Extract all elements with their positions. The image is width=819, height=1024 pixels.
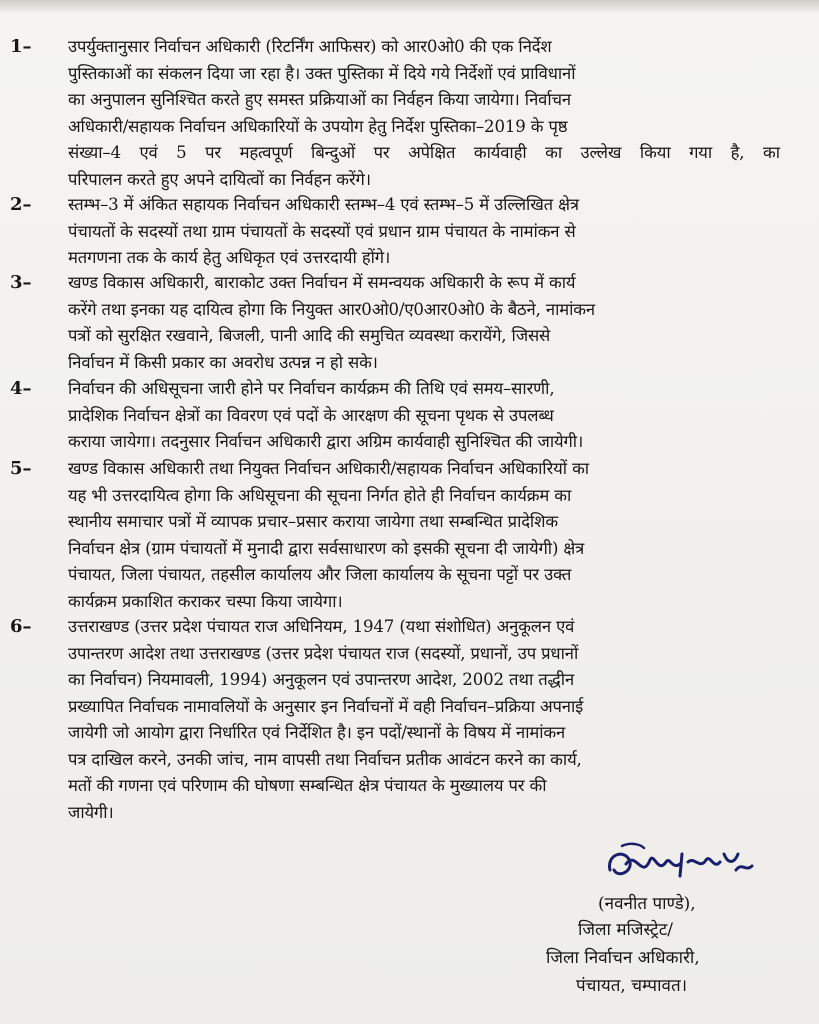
clause-text-line: खण्ड विकास अधिकारी, बाराकोट उक्त निर्वाचन में समन्वयक अधिकारी के रूप में कार्य (68, 273, 576, 292)
clause-text-line: निर्वाचन क्षेत्र (ग्राम पंचायतों में मुनादी द्वारा सर्वसाधारण को इसकी सूचना दी जायेगी) क्षेत्र (68, 538, 585, 558)
clause-text-line: का निर्वाचन) नियमावली, 1994) अनुकूलन एवं उपान्तरण आदेश, 2002 तथा तद्धीन (68, 670, 574, 689)
signatory-designation-2: जिला निर्वाचन अधिकारी, (546, 948, 700, 968)
clause-text-line: उपर्युक्तानुसार निर्वाचन अधिकारी (रिटर्निंग आफिसर) को आर0ओ0 की एक निर्देश (68, 37, 552, 56)
clause-text-line: यह भी उत्तरदायित्व होगा कि अधिसूचना की सूचना निर्गत होते ही निर्वाचन कार्यक्रम का (68, 485, 572, 505)
signature-block (540, 835, 800, 1015)
clause-text-line: पत्रों को सुरक्षित रखवाने, बिजली, पानी आदि की समुचित व्यवस्था करायेंगे, जिससे (68, 326, 551, 345)
clause-text-line: कराया जायेगा। तदनुसार निर्वाचन अधिकारी द्वारा अग्रिम कार्यवाही सुनिश्चित की जायेगी। (68, 432, 584, 451)
clause-text-line: का अनुपालन सुनिश्चित करते हुए समस्त प्रक्रियाओं का निर्वहन किया जायेगा। निर्वाचन (68, 90, 571, 109)
signatory-name: (नवनीत पाण्डे), (598, 894, 696, 914)
clause-text-line: निर्वाचन में किसी प्रकार का अवरोध उत्पन्न न हो सके। (68, 352, 378, 372)
handwritten-signature (596, 840, 756, 896)
clause-text-line: पंचायत, जिला पंचायत, तहसील कार्यालय और जिला कार्यालय के सूचना पट्टों पर उक्त (68, 565, 572, 584)
clause-text-line: कार्यक्रम प्रकाशित कराकर चस्पा किया जायेगा। (68, 591, 343, 611)
clause-text-line: जायेगी जो आयोग द्वारा निर्धारित एवं निर्देशित है। इन पदों/स्थानों के विषय में नामांकन (68, 723, 566, 742)
clause-text-line: संख्या–4 एवं 5 पर महत्वपूर्ण बिन्दुओं पर अपेक्षित कार्यवाही का उल्लेख किया गया है, का (68, 143, 780, 162)
clause-text-line: उत्तराखण्ड (उत्तर प्रदेश पंचायत राज अधिनियम, 1947 (यथा संशोधित) अनुकूलन एवं (68, 617, 575, 636)
clause-text-line: पुस्तिकाओं का संकलन दिया जा रहा है। उक्त पुस्तिका में दिये गये निर्देशों एवं प्राविधानों (68, 63, 576, 83)
clause-text-line: पंचायतों के सदस्यों तथा ग्राम पंचायतों के सदस्यों एवं प्रधान ग्राम पंचायत के नामांकन से (68, 221, 576, 241)
signatory-designation-1: जिला मजिस्ट्रेट/ (578, 920, 674, 940)
clause-text-line: खण्ड विकास अधिकारी तथा नियुक्त निर्वाचन अधिकारी/सहायक निर्वाचन अधिकारियों का (68, 459, 589, 478)
clause-number: 4– (10, 378, 32, 399)
clause-text-line: उपान्तरण आदेश तथा उत्तराखण्ड (उत्तर प्रदेश पंचायत राज (सदस्यों, प्रधानों, उप प्रधानों (68, 643, 579, 663)
clause-number: 1– (10, 36, 32, 57)
clause-text-line: प्रादेशिक निर्वाचन क्षेत्रों का विवरण एवं पदों के आरक्षण की सूचना पृथक से उपलब्ध (68, 405, 554, 425)
clause-number: 2– (10, 194, 32, 215)
page-top-shadow (0, 0, 819, 14)
clause-text-line: निर्वाचन की अधिसूचना जारी होने पर निर्वाचन कार्यक्रम की तिथि एवं समय–सारणी, (68, 379, 555, 398)
clause-text-line: स्तम्भ–3 में अंकित सहायक निर्वाचन अधिकारी स्तम्भ–4 एवं स्तम्भ–5 में उल्लिखित क्षेत्र (68, 195, 579, 214)
clause-text-line: जायेगी। (68, 802, 114, 822)
clause-text-line: परिपालन करते हुए अपने दायित्वों का निर्वहन करेंगे। (68, 169, 371, 189)
clause-text-line: पत्र दाखिल करने, उनकी जांच, नाम वापसी तथा निर्वाचन प्रतीक आवंटन करने का कार्य, (68, 749, 582, 769)
clause-number: 5– (10, 458, 32, 479)
clause-text-line: प्रख्यापित निर्वाचक नामावलियों के अनुसार इन निर्वाचनों में वही निर्वाचन–प्रक्रिया अपनाई (68, 696, 584, 716)
signatory-designation-3: पंचायत, चम्पावत। (576, 976, 688, 996)
clause-text-line: स्थानीय समाचार पत्रों में व्यापक प्रचार–प्रसार कराया जायेगा तथा सम्बन्धित प्रादेशिक (68, 512, 558, 531)
clause-number: 3– (10, 272, 32, 293)
clause-number: 6– (10, 616, 32, 637)
clause-text-line: मतों की गणना एवं परिणाम की घोषणा सम्बन्धित क्षेत्र पंचायत के मुख्यालय पर की (68, 776, 547, 795)
clause-text-line: मतगणना तक के कार्य हेतु अधिकृत एवं उत्तरदायी होंगे। (68, 248, 391, 267)
clause-text-line: करेंगे तथा इनका यह दायित्व होगा कि नियुक्त आर0ओ0/ए0आर0ओ0 के बैठने, नामांकन (68, 299, 595, 319)
clause-text-line: अधिकारी/सहायक निर्वाचन अधिकारियों के उपयोग हेतु निर्देश पुस्तिका–2019 के पृष्ठ (68, 116, 568, 136)
